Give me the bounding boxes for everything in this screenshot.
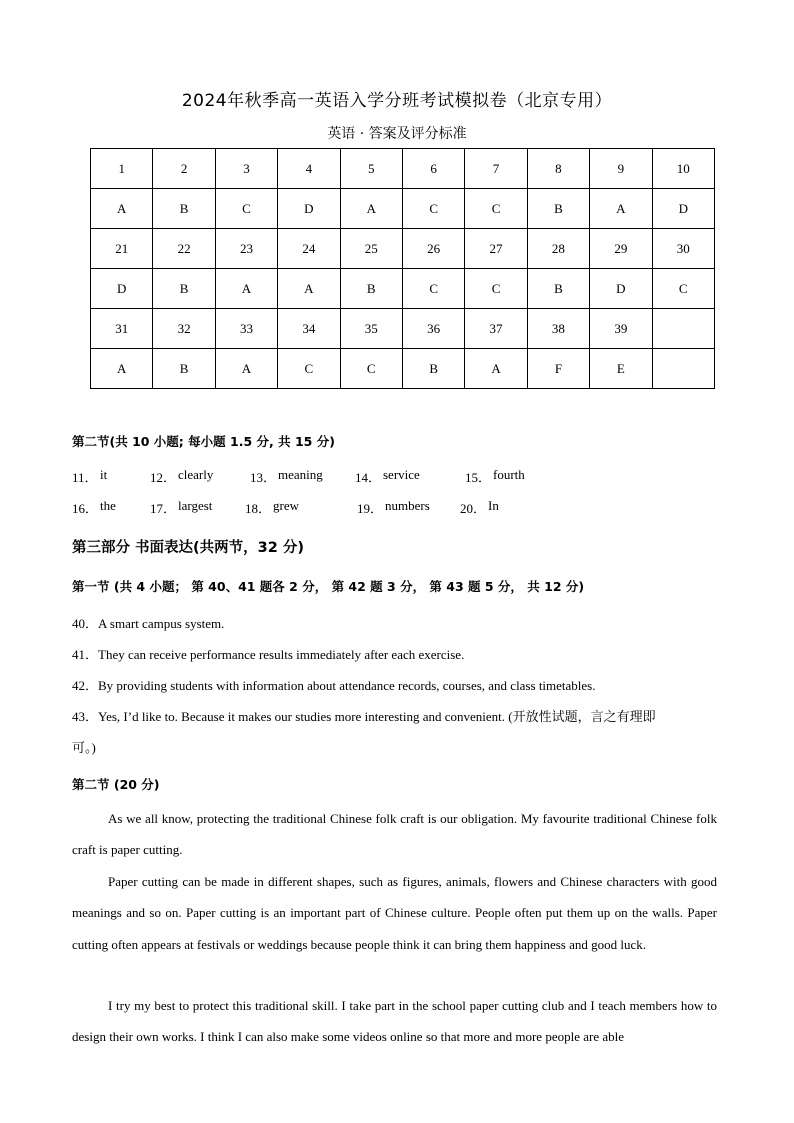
document-title: 2024年秋季高一英语入学分班考试模拟卷（北京专用）	[181, 91, 613, 111]
fill-item-19-num: 19．	[357, 501, 384, 516]
question-number-cell: 1	[91, 149, 153, 189]
question-number-cell: 10	[652, 149, 714, 189]
answer-cell: B	[527, 189, 589, 229]
answer-cell: A	[215, 349, 277, 389]
answer-cell: A	[91, 189, 153, 229]
answer-cell: A	[465, 349, 527, 389]
answer-cell: B	[153, 189, 215, 229]
question-number-cell: 2	[153, 149, 215, 189]
answer-table-row	[91, 229, 715, 269]
question-number-cell: 30	[652, 229, 714, 269]
essay-p2-text: Paper cutting can be made in different shapes, such as figures, animals, flowers and Chinese characters with good meanings and so on. Paper cutting is an important part of Chinese culture. People often put them up on the walls. Paper cutting often appears at festivals or weddings because people think it can bring them happiness and good luck.	[72, 874, 717, 952]
fill-item-12-num: 12．	[150, 470, 177, 485]
question-number-cell: 31	[91, 309, 153, 349]
essay-paragraph-3	[72, 990, 717, 1053]
answer-cell: C	[215, 189, 277, 229]
fill-item-11-num: 11．	[72, 470, 98, 485]
answer-cell: C	[402, 269, 464, 309]
answer-cell: E	[590, 349, 652, 389]
question-number-cell: 39	[590, 309, 652, 349]
fill-item-18-word: grew	[273, 498, 299, 513]
question-number-cell: 27	[465, 229, 527, 269]
question-number-cell: 21	[91, 229, 153, 269]
question-number-cell: 35	[340, 309, 402, 349]
answer-cell: C	[278, 349, 340, 389]
answer-cell: A	[215, 269, 277, 309]
question-number-cell: 3	[215, 149, 277, 189]
fill-item-13-num: 13．	[250, 470, 277, 485]
fill-item-20-num: 20．	[460, 501, 487, 516]
answer-cell: C	[465, 189, 527, 229]
fill-item-17-num: 17．	[150, 501, 177, 516]
answer-cell	[652, 349, 714, 389]
question-number-cell: 29	[590, 229, 652, 269]
answer-cell: D	[91, 269, 153, 309]
answer-cell: B	[153, 349, 215, 389]
fill-item-16-num: 16．	[72, 501, 99, 516]
answer-40: 40．A smart campus system.	[72, 616, 225, 631]
fill-item-15-word: fourth	[493, 467, 525, 482]
essay-paragraph-2	[72, 866, 717, 960]
essay-p3-text: I try my best to protect this traditional skill. I take part in the school paper cutting club and I teach members how to design their own works. I think I can also make some videos online so that more and more people are able	[72, 998, 717, 1045]
question-number-cell: 36	[402, 309, 464, 349]
answer-cell: A	[340, 189, 402, 229]
answer-43-line1: 43．Yes, I’d like to. Because it makes our studies more interesting and convenient. (开放性试题，言之有理即	[72, 709, 656, 724]
answer-cell: B	[340, 269, 402, 309]
fill-item-19-word: numbers	[385, 498, 430, 513]
question-number-cell: 8	[527, 149, 589, 189]
fill-item-12-word: clearly	[178, 467, 214, 482]
document-subtitle: 英语 · 答案及评分标准	[327, 126, 467, 142]
part3-heading: 第三部分 书面表达(共两节，32 分)	[72, 540, 305, 556]
fill-item-17-word: largest	[178, 498, 213, 513]
answer-cell: A	[91, 349, 153, 389]
answer-43-line2: 可。)	[72, 740, 96, 755]
question-number-cell: 28	[527, 229, 589, 269]
part3-section1-heading: 第一节 (共 4 小题； 第 40、41 题各 2 分， 第 42 题 3 分， 第 43 题 5 分， 共 12 分)	[72, 579, 585, 594]
essay-paragraph-1	[72, 803, 717, 866]
question-number-cell: 5	[340, 149, 402, 189]
answer-cell: B	[527, 269, 589, 309]
fill-item-11-word: it	[100, 467, 108, 482]
answer-table-row	[91, 149, 715, 189]
question-number-cell: 7	[465, 149, 527, 189]
answer-cell: C	[652, 269, 714, 309]
fill-item-13-word: meaning	[278, 467, 323, 482]
answer-table-row	[91, 349, 715, 389]
essay-p1-text: As we all know, protecting the traditional Chinese folk craft is our obligation. My favourite traditional Chinese folk craft is paper cutting.	[72, 811, 717, 858]
question-number-cell: 25	[340, 229, 402, 269]
fill-item-14-word: service	[383, 467, 420, 482]
answer-42: 42．By providing students with information about attendance records, courses, and class timetables.	[72, 678, 596, 693]
answer-cell: C	[340, 349, 402, 389]
question-number-cell: 34	[278, 309, 340, 349]
answer-table-row	[91, 189, 715, 229]
question-number-cell: 9	[590, 149, 652, 189]
answer-cell: C	[465, 269, 527, 309]
question-number-cell	[652, 309, 714, 349]
answer-table	[90, 148, 715, 389]
answer-41: 41．They can receive performance results immediately after each exercise.	[72, 647, 465, 662]
fill-item-16-word: the	[100, 498, 116, 513]
answer-cell: D	[590, 269, 652, 309]
question-number-cell: 22	[153, 229, 215, 269]
answer-table-row	[91, 309, 715, 349]
answer-table-row	[91, 269, 715, 309]
question-number-cell: 23	[215, 229, 277, 269]
answer-cell: D	[652, 189, 714, 229]
question-number-cell: 26	[402, 229, 464, 269]
question-number-cell: 38	[527, 309, 589, 349]
question-number-cell: 37	[465, 309, 527, 349]
fill-item-20-word: In	[488, 498, 499, 513]
answer-cell: F	[527, 349, 589, 389]
answer-cell: B	[153, 269, 215, 309]
fill-item-18-num: 18．	[245, 501, 272, 516]
answer-cell: B	[402, 349, 464, 389]
question-number-cell: 4	[278, 149, 340, 189]
part3-section2-heading: 第二节 (20 分)	[72, 777, 160, 792]
answer-cell: C	[402, 189, 464, 229]
answer-cell: A	[590, 189, 652, 229]
answer-cell: D	[278, 189, 340, 229]
question-number-cell: 32	[153, 309, 215, 349]
question-number-cell: 24	[278, 229, 340, 269]
fill-item-14-num: 14．	[355, 470, 382, 485]
question-number-cell: 33	[215, 309, 277, 349]
fill-item-15-num: 15．	[465, 470, 492, 485]
section2-heading: 第二节(共 10 小题; 每小题 1.5 分, 共 15 分)	[72, 434, 335, 449]
answer-cell: A	[278, 269, 340, 309]
question-number-cell: 6	[402, 149, 464, 189]
